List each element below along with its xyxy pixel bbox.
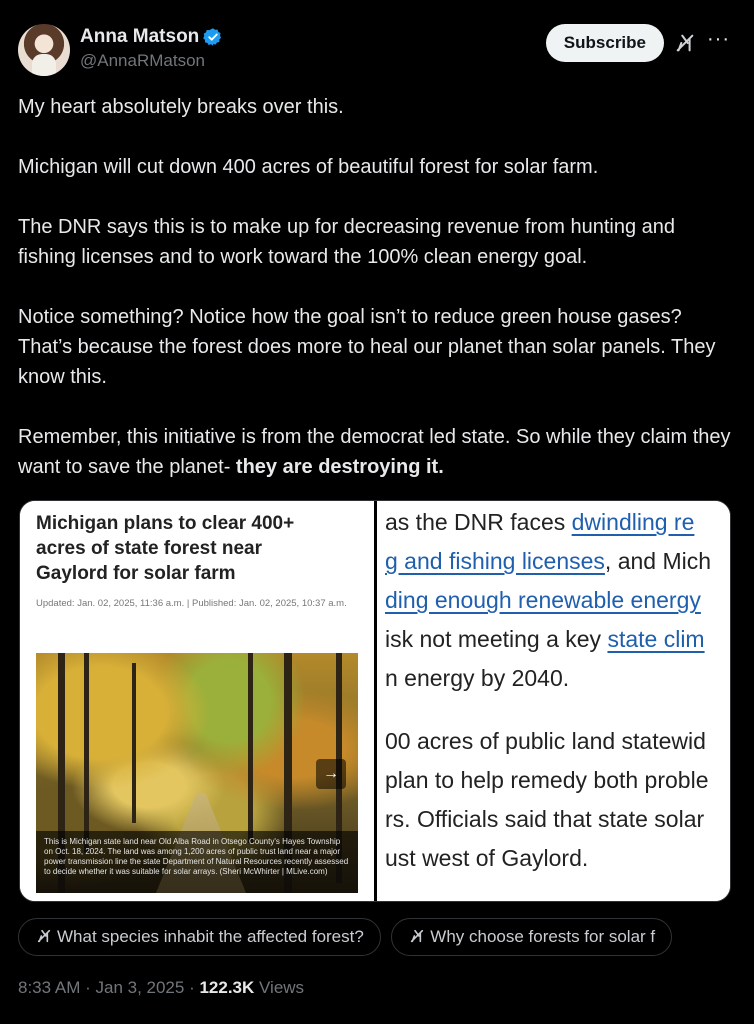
zoom-line-6: 00 acres of public land statewid xyxy=(385,728,706,754)
zoom-link-renewable: ding enough renewable energy xyxy=(385,587,701,613)
article-title: Michigan plans to clear 400+ acres of state forest near Gaylord for solar farm xyxy=(36,513,295,584)
subscribe-button[interactable]: Subscribe xyxy=(546,24,664,62)
tweet-paragraph-1: My heart absolutely breaks over this. xyxy=(18,96,344,118)
media-image-zoomed-text[interactable] xyxy=(377,501,731,902)
views-label: Views xyxy=(254,978,305,997)
suggestion-chip-why-forests[interactable] xyxy=(391,918,672,956)
grok-icon xyxy=(408,928,426,944)
grok-suggestions xyxy=(18,918,754,956)
forest-photo xyxy=(36,653,358,893)
author-handle[interactable]: @AnnaRMatson xyxy=(80,51,205,70)
views-count: 122.3K xyxy=(199,978,255,997)
tweet-paragraph-5-text: Remember, this initiative is from the democrat led state. So while they claim they want to save the planet- xyxy=(18,426,731,478)
zoom-line-2-text: , and Mich xyxy=(604,548,712,574)
tweet-meta xyxy=(18,978,304,998)
avatar[interactable] xyxy=(18,24,70,76)
tweet-paragraph-5-bold: they are destroying it. xyxy=(235,456,444,478)
tweet-header xyxy=(18,22,736,78)
zoom-line-2 xyxy=(385,548,711,575)
author-display-name[interactable]: Anna Matson xyxy=(80,26,200,47)
zoom-line-4-text: isk not meeting a key xyxy=(385,626,608,652)
zoom-line-8: rs. Officials said that state solar xyxy=(385,806,705,832)
next-image-arrow-icon[interactable]: → xyxy=(316,759,346,789)
zoom-line-7: plan to help remedy both proble xyxy=(385,767,709,793)
tweet-date[interactable]: Jan 3, 2025 xyxy=(95,978,185,997)
tweet-paragraph-5 xyxy=(18,422,734,482)
meta-separator: · xyxy=(80,978,96,997)
suggestion-chip-species[interactable] xyxy=(18,918,381,956)
zoom-link-state-climate: state clim xyxy=(607,626,705,652)
grok-icon[interactable] xyxy=(674,32,696,54)
tweet-paragraph-4: Notice something? Notice how the goal isn’t to reduce green house gases? That’s because the forest does more to heal our planet than solar panels. They know this. xyxy=(18,306,716,388)
media-image-article[interactable] xyxy=(20,501,374,902)
zoom-link-dwindling: dwindling re xyxy=(571,509,695,535)
author-block xyxy=(80,26,223,71)
zoom-line-9: ust west of Gaylord. xyxy=(385,845,589,871)
zoom-line-1-text: as the DNR faces xyxy=(385,509,572,535)
author-name-row[interactable] xyxy=(80,26,223,48)
zoom-line-5: n energy by 2040. xyxy=(385,665,570,691)
tweet-paragraph-2: Michigan will cut down 400 acres of beautiful forest for solar farm. xyxy=(18,156,599,178)
zoom-line-4 xyxy=(385,626,705,653)
zoom-line-3 xyxy=(385,587,701,614)
tweet-media[interactable] xyxy=(19,500,731,902)
photo-caption: This is Michigan state land near Old Alba Road in Otsego County's Hayes Township on Oct. 18, 2024. The land was among 1,200 acres of public trust land near a major power transmission line the state Department of Natural Resources recently assessed to decide whether it was suitable for solar arrays. (Sheri McWhirter | MLive.com) xyxy=(36,831,358,893)
suggestion-label: What species inhabit the affected forest? xyxy=(57,927,364,946)
suggestion-label: Why choose forests for solar f xyxy=(430,927,656,946)
grok-icon xyxy=(35,928,53,944)
more-options-icon[interactable]: ··· xyxy=(707,28,730,50)
tweet-text xyxy=(18,92,734,482)
verified-badge-icon xyxy=(203,27,223,47)
tweet-time[interactable]: 8:33 AM xyxy=(18,978,81,997)
meta-separator: · xyxy=(184,978,200,997)
tweet-paragraph-3: The DNR says this is to make up for decreasing revenue from hunting and fishing licenses and to work toward the 100% clean energy goal. xyxy=(18,216,675,268)
zoom-link-licenses: g and fishing licenses xyxy=(385,548,605,574)
zoom-line-1 xyxy=(385,509,694,536)
article-dates: Updated: Jan. 02, 2025, 11:36 a.m. | Published: Jan. 02, 2025, 10:37 a.m. xyxy=(36,598,347,609)
